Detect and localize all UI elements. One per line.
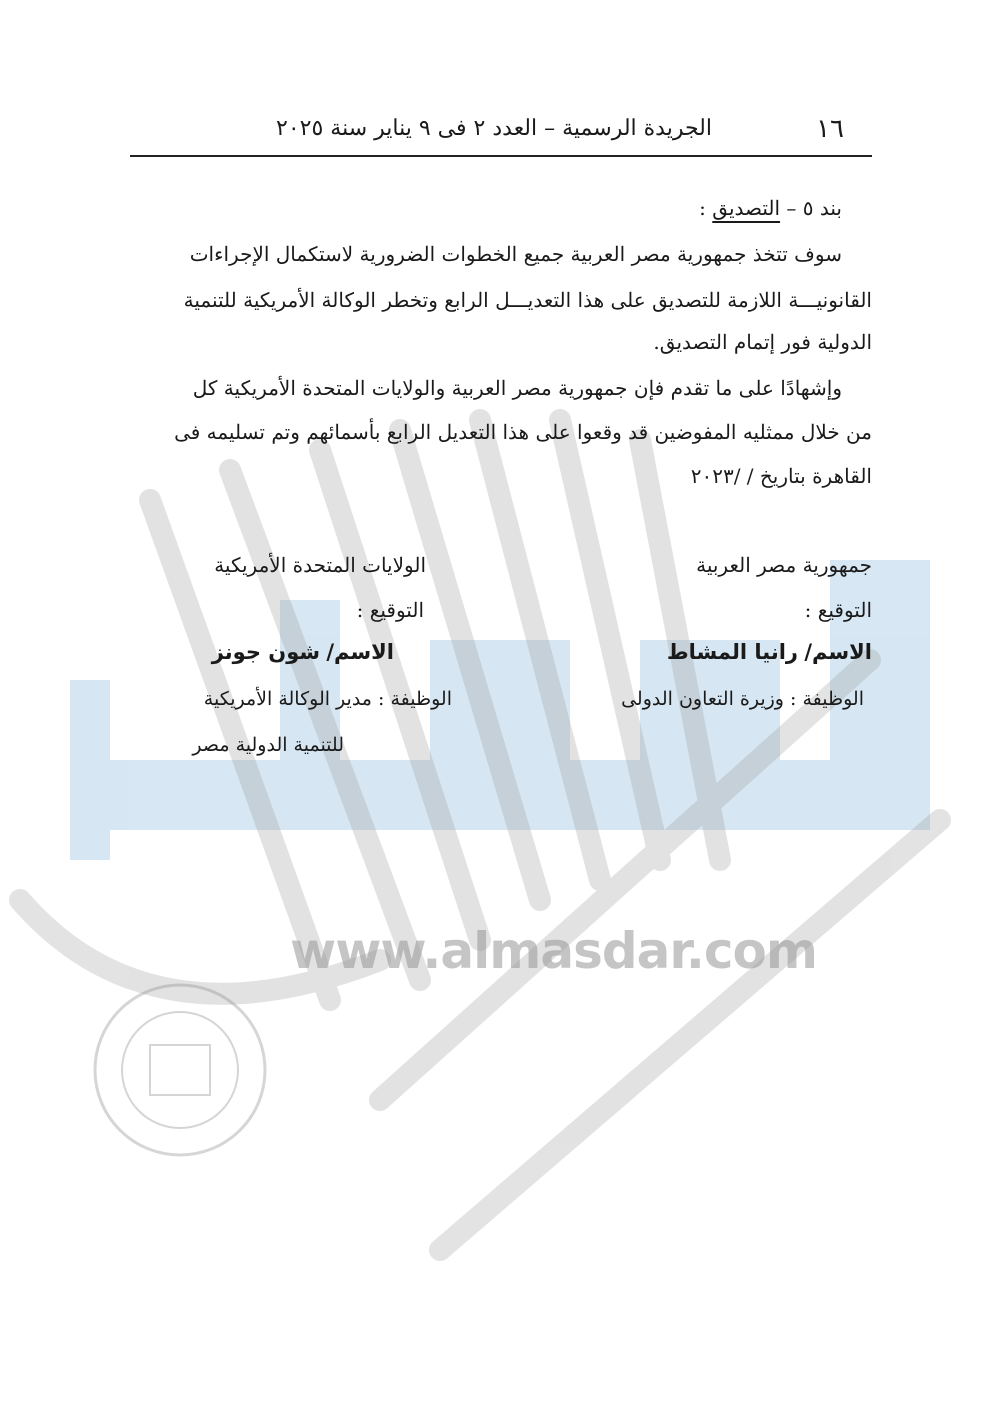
clause-title: التصديق [712,196,781,220]
clause-suffix: : [699,196,713,220]
usa-job-label: الوظيفة : [378,688,452,710]
watermark-bar [830,560,930,780]
usa-party: الولايات المتحدة الأمريكية [214,553,426,577]
ministry-seal-emblem [150,1045,210,1095]
egypt-job: وزيرة التعاون الدولى [621,688,784,710]
usa-job-line2: للتنمية الدولية مصر [192,734,344,756]
page-number: ١٦ [816,114,844,144]
paragraph-line: القانونيـــة اللازمة للتصديق على هذا التعديـــل الرابع وتخطر الوكالة الأمريكية للتنمية [183,288,872,312]
clause-heading [699,196,842,220]
page-header [130,112,872,156]
watermark-url: www.almasdar.com [290,922,817,980]
watermark-bar [70,680,110,860]
usa-name: شون جونز [211,640,321,664]
usa-name-row [212,640,394,664]
egypt-party: جمهورية مصر العربية [696,553,872,577]
watermark-stroke [230,470,420,980]
gazette-title: الجريدة الرسمية – العدد ٢ فى ٩ يناير سنة ٢٠٢٥ [276,116,712,141]
clause-prefix: بند ٥ – [780,196,842,220]
watermark-bar [70,760,930,830]
egypt-job-label: الوظيفة : [790,688,864,710]
ministry-seal-outer [95,985,265,1155]
usa-job-row [204,688,452,710]
paragraph-line: الدولية فور إتمام التصديق. [653,330,872,354]
paragraph-line: القاهرة بتاريخ / /٢٠٢٣ [690,464,872,488]
paragraph-line: من خلال ممثليه المفوضين قد وقعوا على هذا التعديل الرابع بأسمائهم وتم تسليمه فى [174,420,872,444]
watermark-stroke [400,430,540,900]
egypt-job-row [621,688,864,710]
header-rule [130,155,872,157]
egypt-name: رانيا المشاط [666,640,799,664]
watermark-stroke [560,420,660,860]
watermark-stroke [380,660,870,1100]
usa-signature-label: التوقيع : [356,598,424,622]
egypt-name-row [667,640,872,664]
watermark-stroke [480,420,600,880]
usa-name-label: الاسم/ [326,640,394,664]
paragraph-line: وإشهادًا على ما تقدم فإن جمهورية مصر العربية والولايات المتحدة الأمريكية كل [192,376,842,400]
egypt-signature-label: التوقيع : [804,598,872,622]
egypt-name-label: الاسم/ [804,640,872,664]
ministry-seal-inner [122,1012,238,1128]
paragraph-line: سوف تتخذ جمهورية مصر العربية جميع الخطوات الضرورية لاستكمال الإجراءات [189,242,842,266]
usa-job: مدير الوكالة الأمريكية [203,688,372,710]
watermark-stroke [440,820,940,1250]
